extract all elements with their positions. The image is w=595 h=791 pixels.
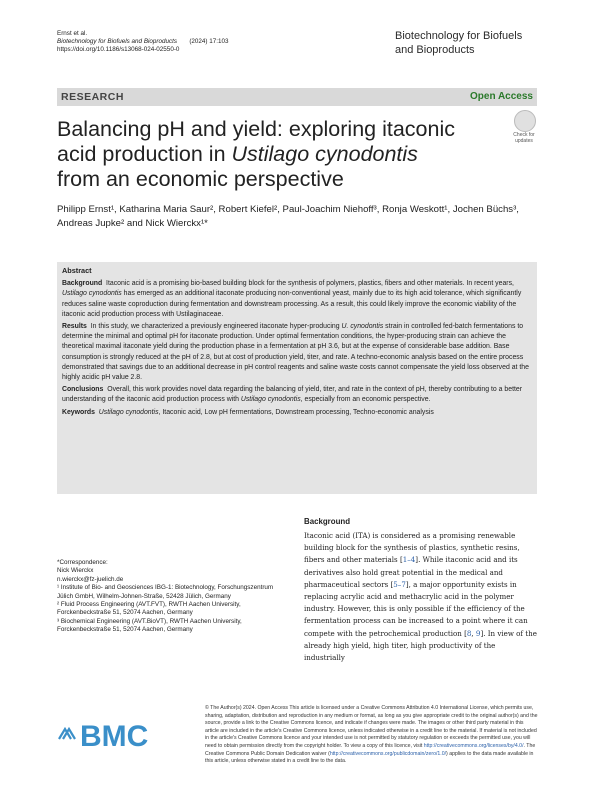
abstract-results bbox=[62, 322, 532, 383]
citation-doi[interactable]: https://doi.org/10.1186/s13068-024-02550-0 bbox=[57, 46, 180, 54]
author-list: Philipp Ernst¹, Katharina Maria Saur², Robert Kiefel², Paul-Joachim Niehoff³, Ronja Weskott¹, Jochen Büchs³, Andreas Jupke² and Nick Wierckx¹* bbox=[57, 204, 519, 229]
article-title bbox=[57, 117, 487, 192]
citation-authors: Ernst et al. bbox=[57, 30, 88, 37]
conclusions-text-1: Overall, this work provides novel data regarding the balancing of yield, titer, and rate in the context of pH, thereby contributing to a better understanding of the itaconic acid production process with bbox=[62, 386, 523, 404]
license-text-1: © The Author(s) 2024. Open Access This article is licensed under a Creative Commons Attribution 4.0 International License, which permits use, sharing, adaptation, distribution and reproduction in any medium or format, as long as you give appropriate credit to the original author(s) and the source, provide a link to the Creative Commons licence, and indicate if changes were made. The images or other third party material in this article are included in the article's Creative Commons licence, unless indicated otherwise in a credit line to the material. If material is not included in the article's Creative Commons licence and your intended use is not permitted by statutory regulation or exceeds the permitted use, you will need to obtain permission directly from the copyright holder. To view a copy of this licence, visit bbox=[205, 705, 538, 749]
citation-link[interactable]: 5–7 bbox=[393, 579, 406, 589]
title-line3: from an economic perspective bbox=[57, 167, 344, 191]
conclusions-text-2: , especially from an economic perspective. bbox=[300, 396, 431, 404]
keywords-label: Keywords bbox=[62, 408, 95, 416]
check-for-updates-icon bbox=[514, 110, 536, 132]
abstract-keywords bbox=[62, 408, 532, 418]
title-line1: Balancing pH and yield: exploring itaconic bbox=[57, 117, 455, 141]
correspondence-name: Nick Wierckx bbox=[57, 567, 94, 575]
license-link[interactable]: http://creativecommons.org/licenses/by/4.0/ bbox=[423, 742, 524, 749]
title-line2-text: acid production in bbox=[57, 142, 232, 166]
title-line2 bbox=[57, 142, 487, 167]
results-label: Results bbox=[62, 323, 87, 331]
body-text-2: ]. While itaconic acid and its derivatives also hold great potential in the medical and pharmaceutical sectors [ bbox=[304, 555, 518, 589]
check-for-updates-label bbox=[509, 132, 539, 144]
license-text bbox=[205, 705, 538, 766]
abstract-box bbox=[57, 262, 537, 494]
affiliation-1: ¹ Institute of Bio- and Geosciences IBG-1: Biotechnology, Forschungszentrum Jülich GmbH, Wilhelm-Johnen-Straße, 52428 Jülich, Germany bbox=[57, 584, 274, 600]
body-text-1: Itaconic acid (ITA) is considered as a promising renewable building block for the synthesis of plastics, synthetic resins, fibers and other materials [ bbox=[304, 531, 520, 565]
body-text-3: ], a major opportunity exists in replacing acrylic acid and methacrylic acid in the polymer industry. However, this is only possible if the efficiency of the fermentation process can be increased to a point where it can compete with the petrochemical production [ bbox=[304, 579, 528, 638]
citation-link[interactable]: 8 bbox=[466, 628, 472, 638]
affiliation-2: ² Fluid Process Engineering (AVT.FVT), RWTH Aachen University, Forckenbeckstraße 51, 52074 Aachen, Germany bbox=[57, 601, 241, 617]
keywords-species: Ustilago cynodontis bbox=[98, 408, 159, 416]
results-text-2: strain in controlled fed-batch fermentations to determine the minimal and optimal pH for itaconate production. Under optimal fermentation conditions, the hyper-producing strain can achieve the theoretical maximal itaconate yield during the production phase in a fermentation at pH 3.6, but at the expense of considerable base addition. Base consumption is strongly reduced at the pH of 2.8, but at cost of production yield, titer, and rate. A techno-economic analysis based on the entire process demonstrated that savings due to an additional decrease in pH control reagents and saline waste costs cannot compensate the yield loss observed at the highly acidic pH value 2.8. bbox=[62, 323, 529, 382]
correspondence-footnotes bbox=[57, 559, 287, 635]
citation-link[interactable]: 1–4 bbox=[402, 555, 416, 565]
affiliation-3: ³ Biochemical Engineering (AVT.BioVT), RWTH Aachen University, Forckenbeckstraße 51, 52074 Aachen, Germany bbox=[57, 617, 242, 634]
abstract-background bbox=[62, 279, 532, 320]
license-text-3: ) applies to the data made available in this article, unless otherwise stated in a credit line to the data. bbox=[205, 750, 534, 765]
citation-journal-line bbox=[57, 38, 317, 46]
citation-block bbox=[57, 30, 317, 55]
background-species: Ustilago cynodontis bbox=[62, 290, 122, 298]
badge-line2: updates bbox=[515, 138, 533, 144]
body-text-5: ]. In view of the already high yield, high titer, high productivity of the industrially bbox=[304, 628, 537, 663]
open-access-label: Open Access bbox=[470, 91, 533, 102]
abstract-conclusions bbox=[62, 385, 532, 405]
abstract-heading: Abstract bbox=[62, 266, 92, 275]
background-label: Background bbox=[62, 280, 103, 288]
background-text-1: Itaconic acid is a promising bio-based building block for the synthesis of polymers, plastics, fibers and other materials. In recent years, bbox=[106, 280, 514, 288]
body-text-4: , bbox=[471, 628, 476, 638]
correspondence-label: *Correspondence: bbox=[57, 559, 108, 566]
correspondence-email[interactable]: n.wierckx@fz-juelich.de bbox=[57, 575, 124, 583]
background-heading: Background bbox=[304, 517, 351, 526]
journal-name bbox=[395, 30, 535, 57]
citation-journal: Biotechnology for Biofuels and Bioproducts bbox=[57, 38, 178, 46]
check-for-updates-badge[interactable] bbox=[509, 110, 539, 146]
conclusions-label: Conclusions bbox=[62, 386, 104, 394]
bmc-logo-mark bbox=[57, 715, 177, 755]
journal-name-line2: and Bioproducts bbox=[395, 43, 475, 56]
public-domain-link[interactable]: http://creativecommons.org/publicdomain/zero/1.0/ bbox=[329, 750, 447, 757]
results-species: U. cynodontis bbox=[341, 323, 384, 331]
results-text-1: In this study, we characterized a previously engineered itaconate hyper-producing bbox=[90, 323, 342, 331]
title-species: Ustilago cynodontis bbox=[231, 142, 418, 166]
background-text-2: has emerged as an additional itaconate producing non-conventional yeast, mainly due to its high acid tolerance, which significantly reduces saline waste coproduction during fermentation and downstream processing. As a result, this could likely improve the economic viability of the itaconic acid production process with Ustilaginaceae. bbox=[62, 290, 522, 318]
license-text-2: . The Creative Commons Public Domain Dedication waiver ( bbox=[205, 742, 536, 757]
bmc-logo-text: BMC bbox=[80, 720, 149, 753]
conclusions-species: Ustilago cynodontis bbox=[240, 396, 301, 404]
bmc-logo bbox=[57, 715, 177, 755]
citation-year-pages: (2024) 17:103 bbox=[189, 38, 229, 46]
body-paragraph bbox=[304, 530, 537, 664]
badge-line1: Check for bbox=[513, 132, 535, 138]
article-type-banner bbox=[57, 88, 537, 106]
keywords-text: , Itaconic acid, Low pH fermentations, Downstream processing, Techno-economic analysis bbox=[158, 408, 434, 416]
journal-name-line1: Biotechnology for Biofuels bbox=[395, 30, 523, 42]
citation-link[interactable]: 9 bbox=[475, 628, 481, 638]
section-label: RESEARCH bbox=[61, 91, 124, 103]
